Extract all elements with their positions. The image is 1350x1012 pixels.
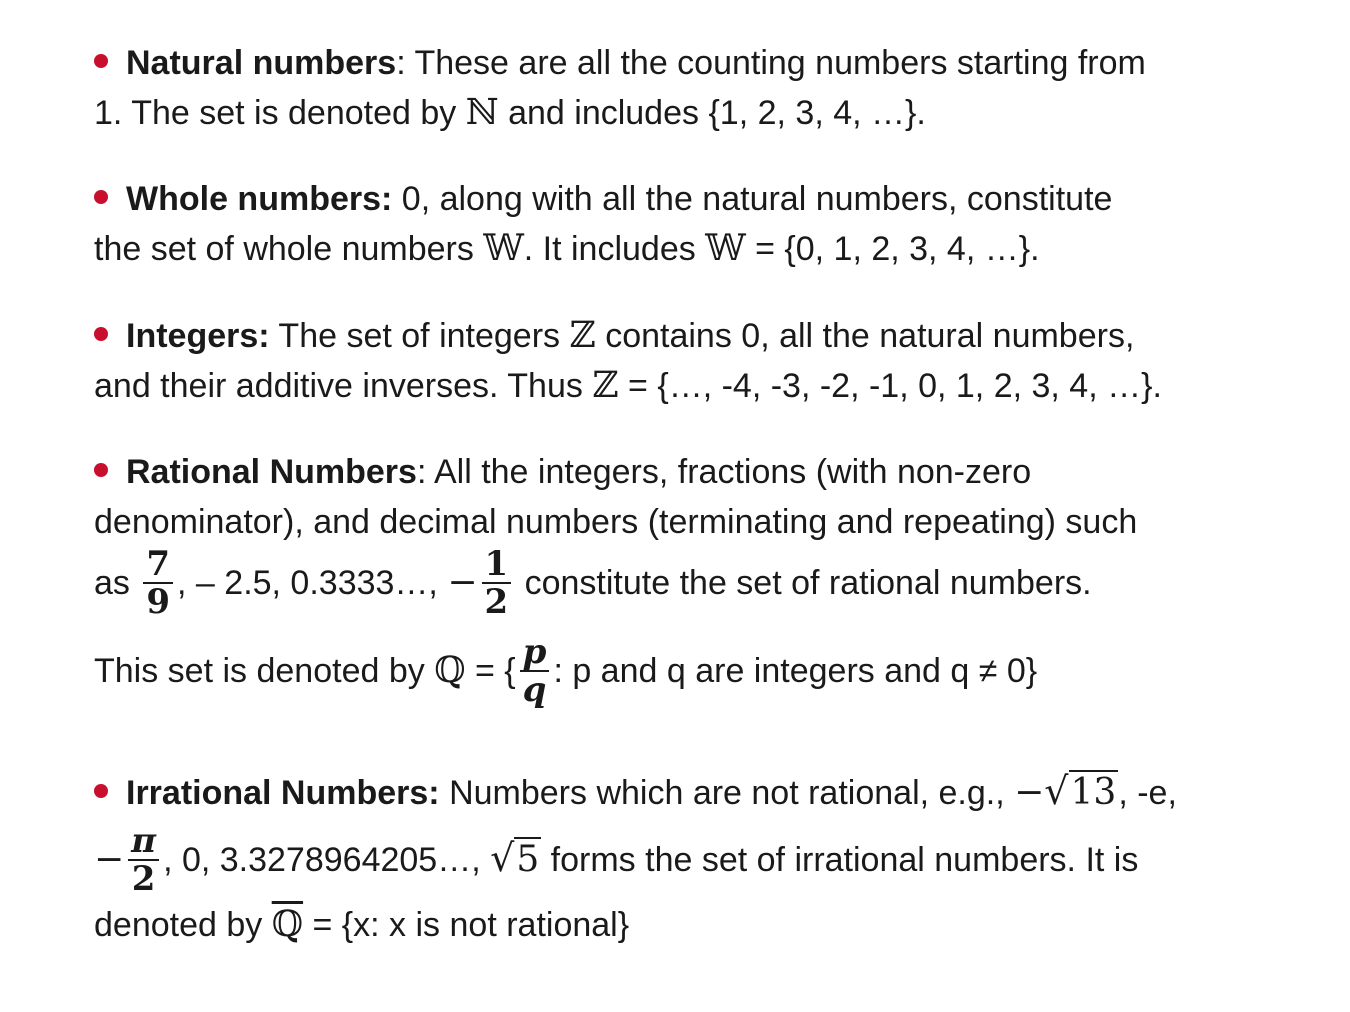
square-root-5: √5 [490, 836, 540, 880]
definition-text: : These are all the counting numbers starting from [396, 44, 1146, 82]
definition-text: : All the integers, fractions (with non-zero [416, 453, 1032, 491]
definition-text: , -e, [1118, 774, 1177, 812]
definition-text: contains 0, all the natural numbers, [595, 317, 1135, 355]
fraction-p-over-q: $\frac{p}{q}$ [520, 634, 550, 708]
definition-text: This set is denoted by [94, 652, 435, 690]
fraction-pi-over-two: $\frac{\pi}{2}$ [128, 823, 159, 897]
definition-text: : p and q are integers and q ≠ 0} [553, 652, 1038, 690]
definition-text: 0, along with all the natural numbers, constitute [392, 180, 1113, 218]
rational-numbers-item [94, 447, 1284, 713]
definition-text: denoted by [94, 906, 272, 944]
definition-text: Numbers which are not rational, e.g., [439, 774, 1015, 812]
irrational-numbers-item [94, 766, 1284, 950]
minus-sign: − [447, 562, 478, 603]
whole-numbers-item [94, 174, 1284, 274]
fraction-one-half: $\frac{1}{2}$ [482, 546, 512, 620]
term-label: Natural numbers [126, 44, 397, 82]
term-label: Rational Numbers [126, 453, 417, 491]
natural-numbers-item [94, 38, 1284, 138]
set-symbol-q-bar: ℚ [271, 904, 304, 945]
definition-text: = {…, -4, -3, -2, -1, 0, 1, 2, 3, 4, …}. [618, 367, 1162, 405]
minus-sign: − [1014, 772, 1045, 813]
bullet-icon [94, 190, 108, 204]
definition-text: , – 2.5, 0.3333…, [177, 564, 448, 602]
definition-text: denominator), and decimal numbers (terminating and repeating) such [94, 503, 1138, 541]
term-label: Irrational Numbers: [126, 774, 440, 812]
bullet-icon [94, 327, 108, 341]
definition-text: the set of whole numbers [94, 230, 484, 268]
definition-text: , 0, 3.3278964205…, [163, 841, 491, 879]
definition-text: and includes {1, 2, 3, 4, …}. [498, 94, 926, 132]
set-symbol: 𝕎 [483, 228, 524, 269]
definition-text: = {x: x is not rational} [303, 906, 630, 944]
term-label: Whole numbers: [126, 180, 393, 218]
definition-text: . It includes [523, 230, 706, 268]
definition-text: and their additive inverses. Thus [94, 367, 593, 405]
term-label: Integers: [126, 317, 270, 355]
definition-text: 1. The set is denoted by [94, 94, 466, 132]
definition-text: forms the set of irrational numbers. It is [541, 841, 1139, 879]
bullet-icon [94, 784, 108, 798]
definition-text: The set of integers [269, 317, 570, 355]
bullet-icon [94, 54, 108, 68]
minus-sign: − [94, 839, 125, 880]
set-symbol: ℤ [592, 365, 619, 406]
definition-text: = { [465, 652, 516, 690]
fraction-seven-ninths: $\frac{7}{9}$ [143, 546, 173, 620]
definition-text: as [94, 564, 140, 602]
set-symbol: ℤ [569, 315, 596, 356]
set-symbol: ℚ [434, 650, 466, 691]
square-root-13: √13 [1044, 769, 1117, 813]
set-symbol: 𝕎 [705, 228, 746, 269]
bullet-icon [94, 463, 108, 477]
definition-text: constitute the set of rational numbers. [515, 564, 1092, 602]
integers-item [94, 311, 1284, 411]
set-symbol: ℕ [465, 92, 499, 133]
definition-text: = {0, 1, 2, 3, 4, …}. [745, 230, 1040, 268]
